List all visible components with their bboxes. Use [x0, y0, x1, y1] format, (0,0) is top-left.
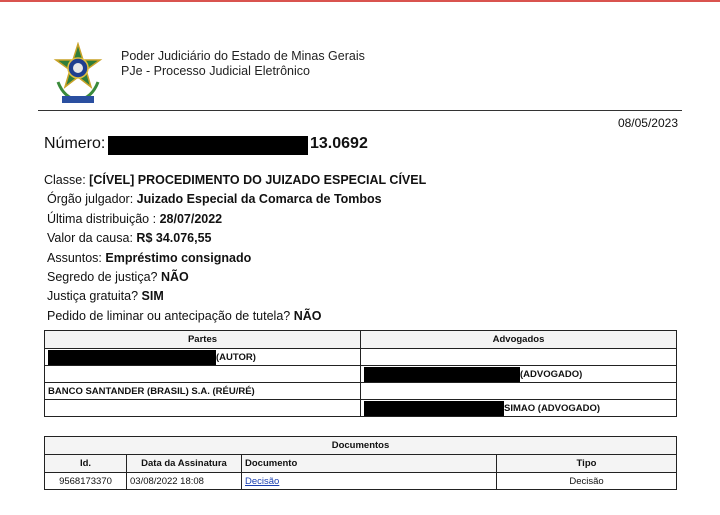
segredo-label: Segredo de justiça?: [47, 269, 158, 284]
assuntos-row: [44, 249, 426, 268]
gratuita-row: [44, 287, 426, 306]
gratuita-label: Justiça gratuita?: [47, 289, 139, 304]
organization-header: [121, 49, 365, 79]
table-row: [45, 383, 677, 400]
advogado-2-cell: [361, 400, 677, 417]
brasao-emblem-icon: [50, 42, 106, 106]
doc-link[interactable]: Decisão: [245, 475, 280, 487]
autor-cell: [45, 349, 361, 366]
process-info: [44, 171, 426, 326]
reu-cell: BANCO SANTANDER (BRASIL) S.A. (RÉU/RÉ): [45, 383, 361, 400]
classe-value: [CÍVEL] PROCEDIMENTO DO JUIZADO ESPECIAL CÍVEL: [89, 173, 427, 187]
distribuicao-row: [44, 210, 426, 229]
redacted-block: [364, 401, 504, 416]
col-tipo: Tipo: [497, 455, 677, 473]
valor-label: Valor da causa:: [47, 231, 133, 246]
header-divider: [38, 110, 682, 111]
gratuita-value: SIM: [141, 289, 164, 304]
assuntos-label: Assuntos:: [47, 250, 102, 265]
classe-label: Classe:: [44, 173, 86, 187]
advogado-1-cell: [361, 366, 677, 383]
partes-table: [44, 330, 677, 417]
org-line-1: Poder Judiciário do Estado de Minas Gerais: [121, 49, 365, 63]
col-id: Id.: [45, 455, 127, 473]
documentos-table: [44, 436, 677, 490]
table-row: [45, 400, 677, 417]
doc-id: 9568173370: [45, 473, 127, 490]
distribuicao-label: Última distribuição :: [47, 211, 157, 226]
document-date: 08/05/2023: [617, 116, 678, 130]
advogados-header: Advogados: [361, 331, 677, 349]
col-documento: Documento: [242, 455, 497, 473]
distribuicao-value: 28/07/2022: [159, 211, 223, 226]
empty-cell: [45, 366, 361, 383]
segredo-row: [44, 268, 426, 287]
numero-suffix: 13.0692: [310, 135, 368, 152]
autor-role: (AUTOR): [216, 351, 256, 363]
liminar-value: NÃO: [293, 308, 322, 323]
advogado-1-role: (ADVOGADO): [520, 368, 583, 380]
assuntos-value: Empréstimo consignado: [105, 250, 252, 265]
table-row: [45, 366, 677, 383]
doc-tipo: Decisão: [497, 473, 677, 490]
orgao-value: Juizado Especial da Comarca de Tombos: [136, 192, 382, 207]
empty-cell: [45, 400, 361, 417]
numero-label: Número:: [44, 135, 106, 152]
redacted-block: [48, 350, 216, 365]
segredo-value: NÃO: [160, 269, 189, 284]
orgao-row: [44, 190, 426, 209]
partes-header: Partes: [45, 331, 361, 349]
empty-cell: [361, 383, 677, 400]
redacted-block: [364, 367, 520, 382]
table-row: [45, 473, 677, 490]
valor-row: [44, 229, 426, 248]
doc-documento-cell: [242, 473, 497, 490]
valor-value: R$ 34.076,55: [136, 231, 212, 246]
col-data: Data da Assinatura: [127, 455, 242, 473]
doc-data: 03/08/2022 18:08: [127, 473, 242, 490]
redacted-block: [108, 136, 308, 155]
documentos-title: Documentos: [45, 437, 677, 455]
orgao-label: Órgão julgador:: [47, 192, 134, 207]
top-border: [0, 0, 720, 2]
empty-cell: [361, 349, 677, 366]
classe-row: [44, 171, 426, 190]
org-line-2: PJe - Processo Judicial Eletrônico: [121, 64, 310, 78]
liminar-row: [44, 307, 426, 326]
table-row: [45, 349, 677, 366]
liminar-label: Pedido de liminar ou antecipação de tutela?: [47, 308, 291, 323]
advogado-2-name: SIMAO (ADVOGADO): [504, 402, 601, 414]
